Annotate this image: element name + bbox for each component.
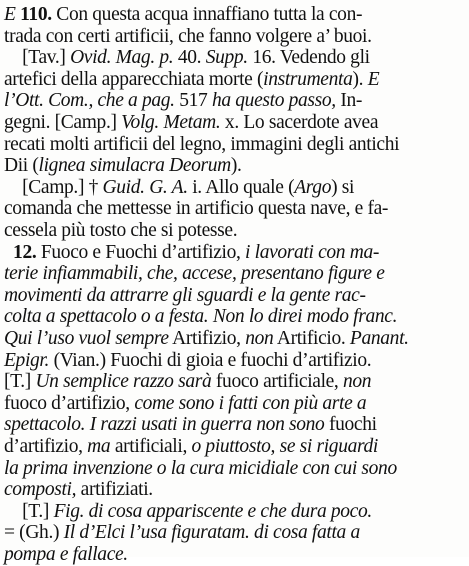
text-segment: x. Lo sacerdote avea: [220, 112, 379, 133]
text-segment: Con questa acqua innaffiano tutta la con-: [56, 4, 363, 25]
text-line: [4, 328, 464, 350]
text-segment: recati molti artificii del legno, immagini degli antichi: [4, 133, 400, 155]
text-segment: Artificio.: [273, 328, 350, 349]
text-line: [4, 501, 464, 523]
text-segment: In-: [335, 90, 363, 112]
text-line: [4, 4, 464, 26]
bold-text: 110.: [20, 4, 57, 25]
text-segment: 517: [174, 90, 212, 112]
italic-text: Guid. G. A.: [102, 176, 188, 198]
text-line: [4, 155, 464, 177]
text-segment: ).: [352, 68, 368, 90]
text-segment: i. Allo quale (: [187, 176, 295, 198]
italic-text: E: [367, 68, 380, 90]
text-segment: Artifizio,: [168, 328, 246, 349]
text-line: [4, 112, 464, 134]
italic-text: i lavorati con ma-: [245, 241, 380, 263]
text-line: [4, 306, 464, 328]
text-line: [4, 220, 464, 242]
italic-text: spettacolo. I razzi usati in guerra non sono: [4, 414, 325, 436]
text-segment: artificiali,: [110, 436, 192, 457]
italic-text: Supp.: [205, 47, 248, 69]
italic-text: ha questo passo,: [211, 90, 336, 112]
italic-text: non: [343, 371, 372, 393]
italic-text: Epigr.: [4, 349, 50, 371]
italic-text: come sono i fatti con più arte a: [134, 392, 367, 414]
text-segment: Dii (: [4, 155, 39, 177]
text-line: [4, 242, 464, 264]
text-segment: [T.]: [4, 371, 36, 393]
text-segment: fuoco d’artifizio,: [4, 392, 135, 414]
text-segment: = (Gh.): [4, 522, 64, 544]
text-segment: artifiziati.: [76, 479, 153, 501]
text-line: [4, 90, 464, 112]
italic-text: Argo: [294, 176, 332, 198]
text-line: [4, 393, 464, 415]
text-line: [4, 436, 464, 458]
italic-text: Ovid. Mag. p.: [70, 47, 174, 69]
italic-text: Volg. Metam.: [121, 112, 221, 133]
italic-text: non: [245, 328, 274, 349]
italic-text: Fig. di cosa appariscente e che dura poco.: [53, 500, 372, 522]
italic-text: composti,: [4, 479, 77, 501]
text-segment: [Tav.]: [4, 47, 71, 69]
italic-text: E: [4, 4, 21, 25]
italic-text: Panant.: [349, 328, 409, 349]
text-line: [4, 522, 464, 544]
text-line: [4, 69, 464, 91]
italic-text: ma: [87, 436, 111, 457]
text-line: [4, 47, 464, 69]
text-segment: gegni. [Camp.]: [4, 112, 122, 133]
text-segment: 16. Vedendo gli: [247, 47, 370, 69]
text-segment: ) si: [331, 176, 355, 198]
text-line: [4, 350, 464, 372]
text-segment: cessela più tosto che si potesse.: [4, 220, 238, 241]
italic-text: Il d’Elci l’usa figuratam. di cosa fatta a: [63, 522, 360, 544]
text-segment: artefici della apparecchiata morte (: [4, 68, 264, 90]
italic-text: lignea simulacra Deorum: [38, 155, 231, 177]
text-line: [4, 177, 464, 199]
italic-text: o piuttosto, se si riguardi: [191, 436, 378, 457]
italic-text: la prima invenzione o la cura micidiale con cui sono: [4, 457, 397, 479]
text-segment: (Vian.) Fuochi di gioia e fuochi d’artifizio.: [49, 349, 372, 371]
text-line: [4, 26, 464, 48]
text-segment: comanda che mettesse in artificio questa nave, e fa-: [4, 198, 389, 220]
text-segment: 40.: [173, 47, 206, 69]
text-line: [4, 544, 464, 566]
italic-text: l’Ott. Com., che a pag.: [4, 90, 175, 112]
bold-text: 12.: [4, 241, 41, 263]
text-segment: trada con certi artificii, che fanno volgere a’ buoi.: [4, 25, 372, 47]
text-segment: d’artifizio,: [4, 436, 88, 457]
italic-text: Qui l’uso vuol sempre: [4, 328, 169, 349]
italic-text: movimenti da attrarre gli sguardi e la gente rac-: [4, 284, 366, 306]
italic-text: colta a spettacolo o a festa. Non lo direi modo franc.: [4, 306, 398, 328]
text-segment: fuochi: [324, 414, 377, 436]
italic-text: instrumenta: [263, 68, 353, 90]
text-segment: ).: [230, 155, 242, 177]
text-line: [4, 458, 464, 480]
text-line: [4, 263, 464, 285]
text-line: [4, 414, 464, 436]
italic-text: pompa e fallace.: [4, 544, 128, 565]
text-line: [4, 134, 464, 156]
text-line: [4, 285, 464, 307]
text-segment: fuoco artificiale,: [211, 371, 343, 393]
text-segment: [T.]: [4, 500, 54, 522]
text-line: [4, 198, 464, 220]
text-line: [4, 371, 464, 393]
text-segment: [Camp.] †: [4, 176, 103, 198]
text-line: [4, 479, 464, 501]
italic-text: terie infiammabili, che, accese, presentano figure e: [4, 263, 385, 285]
text-segment: Fuoco e Fuochi d’artifizio,: [40, 241, 246, 263]
italic-text: Un semplice razzo sarà: [35, 371, 212, 393]
